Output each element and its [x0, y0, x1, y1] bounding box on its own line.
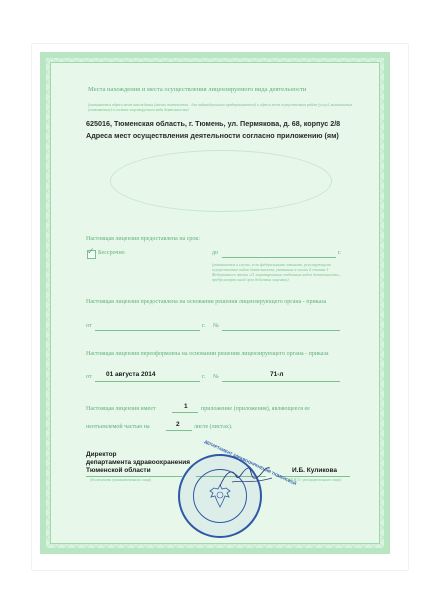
basis-from-prefix: от [86, 323, 92, 329]
reissue-date: 01 августа 2014 [106, 371, 156, 378]
address-line-2: Адреса мест осуществления деятельности согласно приложению (ям) [86, 131, 339, 140]
watermark [110, 150, 332, 212]
basis-g: г. [202, 323, 206, 329]
header-subtitle: (указываются адреса мест нахождения (места жительства – для индивидуального предпринимателя) и адреса мест осуществления работ (услуг), выполняемых (оказываемых) в составе лицензируемого вида деятельности) [88, 103, 353, 112]
stamp-text: ДЕПАРТАМЕНТ ЗДРАВООХРАНЕНИЯ ТЮМЕНСКОЙ [203, 438, 298, 487]
reissue-number-line [222, 381, 340, 382]
term-until-line [222, 257, 336, 258]
attachment-count: 1 [184, 403, 188, 410]
attachment-suffix: приложение (приложения), являющееся ее [201, 406, 310, 412]
attachment-line2-suffix: листе (листах). [194, 424, 233, 430]
address-line-1: 625016, Тюменская область, г. Тюмень, ул. Пермякова, д. 68, корпус 2/8 [86, 119, 341, 128]
attachment-sheets-line [166, 430, 192, 431]
handwritten-signature [212, 462, 282, 492]
position-caption: (должность уполномоченного лица) [90, 477, 152, 482]
name-caption: (Ф.И.О. уполномоченного лица) [288, 477, 342, 482]
term-until-suffix: г. [338, 250, 342, 256]
indefinite-label: Бессрочно [98, 250, 125, 256]
check-icon: ✓ [87, 247, 95, 257]
reissue-number: 71-л [270, 371, 284, 378]
basis-number-prefix: № [213, 323, 219, 329]
basis-date-line [95, 330, 200, 331]
signatory-name: И.Б. Куликова [292, 467, 338, 474]
attachment-count-line [172, 412, 198, 413]
header-title: Места нахождения и места осуществления лицензируемого вида деятельности [88, 86, 307, 93]
reissue-date-line [95, 381, 200, 382]
term-label: Настоящая лицензия предоставлена на срок: [86, 236, 200, 242]
position-line-1: Директор [86, 451, 117, 458]
basis-label: Настоящая лицензия предоставлена на основании решения лицензирующего органа - приказа [86, 299, 327, 305]
attachment-prefix: Настоящая лицензия имеет [86, 406, 156, 412]
position-line-3: Тюменской области [86, 467, 151, 474]
reissue-g: г. [202, 374, 206, 380]
reissue-label: Настоящая лицензия переоформлена на основании решения лицензирующего органа - приказа [86, 351, 329, 357]
term-until-prefix: до [212, 250, 219, 256]
basis-number-line [222, 330, 340, 331]
reissue-number-prefix: № [213, 374, 219, 380]
attachment-sheets: 2 [176, 421, 180, 428]
term-note: (указывается в случае, если федеральными законами, регулирующими осуществление видов деятельности, указанных в части 4 статьи 1 Федерального закона «О лицензировании отдельных видов деятельности», предусмотрен иной срок действия лицензии) [212, 262, 341, 282]
position-line-2: департамента здравоохранения [86, 459, 191, 466]
reissue-from-prefix: от [86, 374, 92, 380]
attachment-line2-prefix: неотъемлемой частью на [86, 424, 150, 430]
